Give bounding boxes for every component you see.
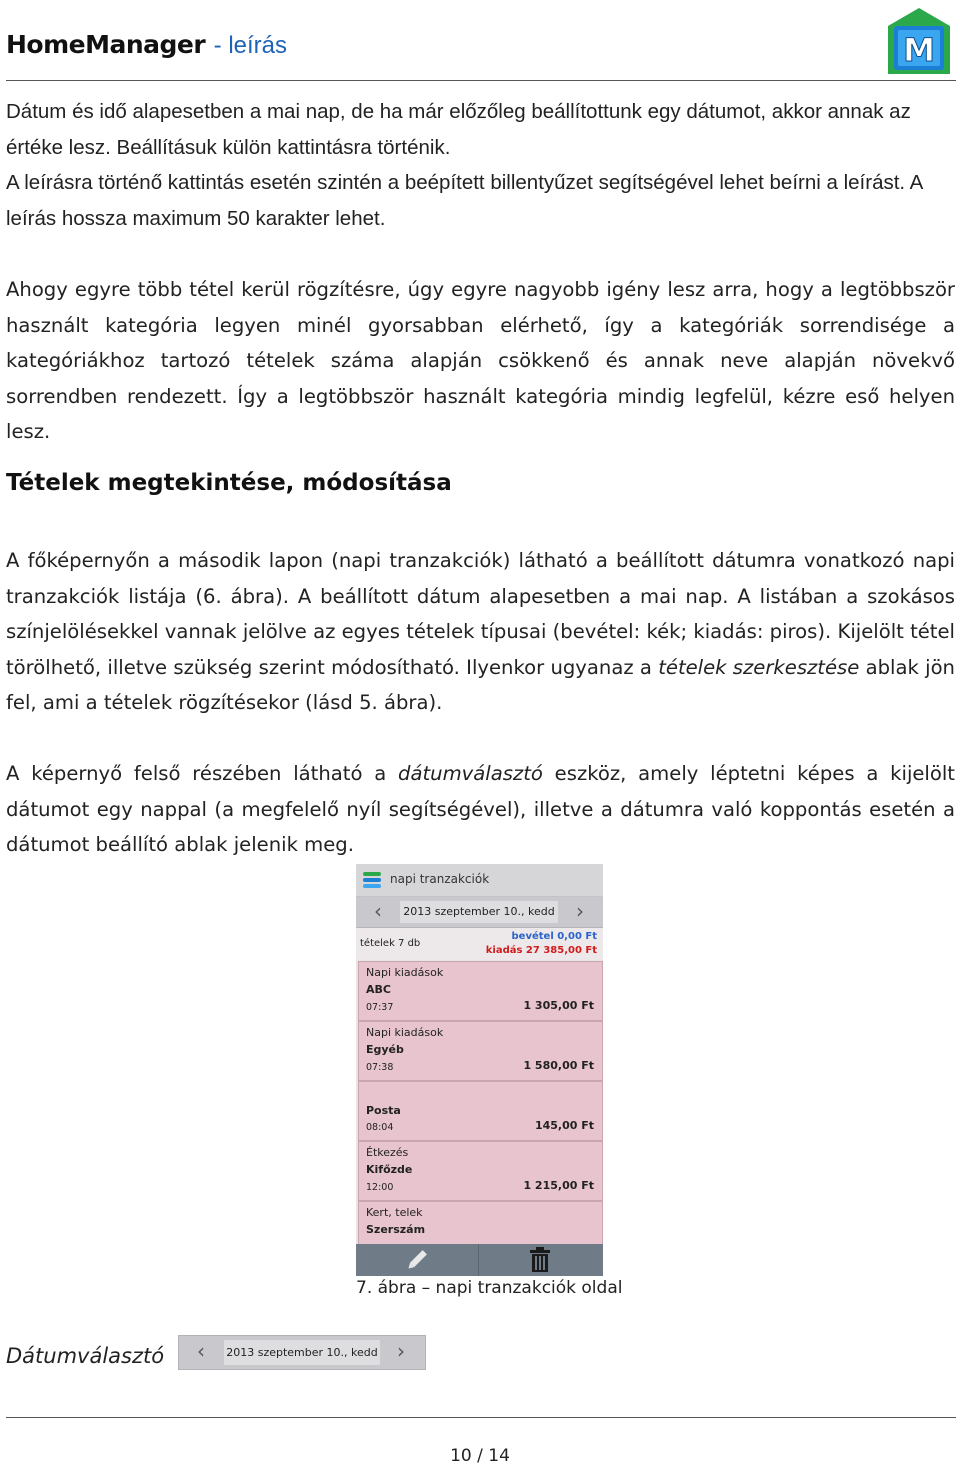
paragraph-transaction-list (6, 543, 955, 721)
phone-date-display[interactable]: 2013 szeptember 10., kedd (400, 901, 558, 923)
footer-divider (6, 1417, 956, 1418)
svg-text:M: M (903, 31, 935, 69)
page-number: 10 / 14 (450, 1446, 510, 1466)
summary-row (356, 928, 603, 960)
text-run: eszköz, amely léptetni képes a kijelölt dátumot egy nappal (a megfelelő nyíl segítségével), illetve a dátumra való koppontás esetén a dátumot beállító ablak jelenik meg. (6, 762, 955, 856)
figure-caption: 7. ábra – napi tranzakciók oldal (356, 1278, 623, 1298)
next-day-icon[interactable]: › (397, 1339, 405, 1363)
header-subtitle: - leírás (213, 32, 288, 59)
transaction-item[interactable] (358, 961, 603, 1021)
item-category: Napi kiadások (366, 1026, 444, 1039)
page-header (6, 30, 287, 60)
emphasis-text: tételek szerkesztése (658, 655, 860, 679)
paragraph-description: A leírásra történő kattintás esetén szintén a beépített billentyűzet segítségével lehet beírni a leírást. A leírás hossza maximum 50 karakter lehet. (6, 171, 923, 230)
item-time: 08:04 (366, 1122, 394, 1133)
text-run: A főképernyőn a második lapon (napi tranzakciók) látható a beállított dátumra vonatkozó napi tranzakciók listája (6. ábra). A beállított dátum alapesetben a mai nap. A listában a szokásos színjelölésekkel vannak jelölve az egyes tételek típusai (bevétel: kék; kiadás: piros). Kijelölt tétel törölhető, illetve szükség szerint módosítható. Ilyenkor ugyanaz a (6, 549, 955, 679)
next-day-icon[interactable]: › (576, 899, 584, 923)
delete-button[interactable] (479, 1244, 601, 1276)
phone-date-selector (356, 897, 603, 928)
datepicker-widget (178, 1335, 426, 1370)
homemanager-logo-icon (886, 6, 952, 76)
item-subcategory: Egyéb (366, 1043, 404, 1056)
emphasis-text: dátumválasztó (398, 762, 543, 785)
header-title: HomeManager (6, 30, 206, 59)
item-category: Étkezés (366, 1146, 409, 1159)
item-subcategory: Posta (366, 1104, 401, 1117)
item-subcategory: ABC (366, 983, 391, 996)
app-title: napi tranzakciók (390, 872, 490, 886)
item-amount: 1 305,00 Ft (523, 999, 594, 1012)
expense-total: kiadás 27 385,00 Ft (485, 945, 597, 956)
item-amount: 1 580,00 Ft (523, 1059, 594, 1072)
item-subcategory: Szerszám (366, 1223, 426, 1236)
app-titlebar (356, 864, 603, 897)
income-total: bevétel 0,00 Ft (511, 931, 597, 942)
text-run: A képernyő felső részében látható a (6, 762, 399, 785)
phone-screenshot (356, 864, 603, 1276)
item-amount: 1 215,00 Ft (523, 1179, 594, 1192)
transaction-item[interactable] (358, 1021, 603, 1081)
transaction-item[interactable] (358, 1141, 603, 1201)
paragraph-date-time: Dátum és idő alapesetben a mai nap, de ha már előzőleg beállítottunk egy dátumot, akkor annak az értéke lesz. Beállításuk külön kattintásra történik. (6, 100, 911, 159)
item-subcategory: Kifőzde (366, 1163, 413, 1176)
transaction-item[interactable] (358, 1081, 603, 1141)
datepicker-label: Dátumválasztó (6, 1344, 165, 1368)
prev-day-icon[interactable]: ‹ (197, 1339, 205, 1363)
item-time: 07:37 (366, 1002, 394, 1013)
trash-icon (479, 1244, 601, 1276)
app-stack-icon (362, 871, 382, 889)
item-time: 07:38 (366, 1062, 394, 1073)
text-run: ablak jön fel, ami a tételek rögzítésekor (lásd 5. ábra). (6, 655, 955, 714)
item-category: Napi kiadások (366, 966, 444, 979)
datepicker-date[interactable]: 2013 szeptember 10., kedd (224, 1340, 380, 1365)
prev-day-icon[interactable]: ‹ (374, 899, 382, 923)
paragraph-category-order: Ahogy egyre több tétel kerül rögzítésre, úgy egyre nagyobb igény lesz arra, hogy a legtöbbször használt kategória legyen minél gyorsabban elérhető, így a kategóriák sorrendisége a kategóriákhoz tartozó tételek száma alapján csökkenő és annak neve alapján növekvő sorrendben rendezett. Így a legtöbbször használt kategória mindig legfelül, kézre eső helyen lesz. (6, 278, 955, 443)
paragraph-date-picker (6, 756, 955, 863)
transaction-item[interactable] (358, 1201, 603, 1245)
pencil-icon (356, 1244, 478, 1276)
section-title: Tételek megtekintése, módosítása (6, 470, 452, 496)
edit-button[interactable] (356, 1244, 479, 1276)
item-count: tételek 7 db (360, 938, 421, 949)
phone-toolbar (356, 1244, 603, 1276)
item-category: Kert, telek (366, 1206, 423, 1219)
item-time: 12:00 (366, 1182, 394, 1193)
item-amount: 145,00 Ft (534, 1119, 594, 1132)
header-divider (6, 80, 956, 81)
